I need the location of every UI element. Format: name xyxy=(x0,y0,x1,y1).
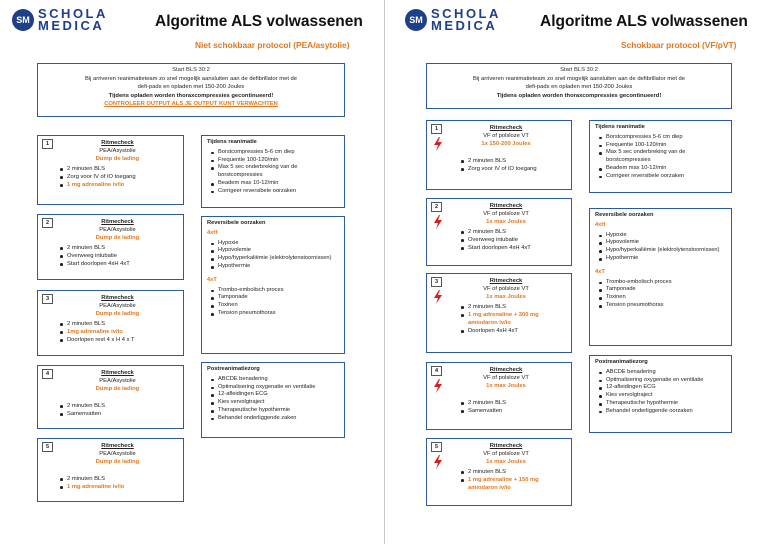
step-rhythm: PEA/Asystolie xyxy=(99,303,136,309)
logo-line2: MEDICA xyxy=(431,18,498,33)
list-item: Max 5 sec onderbreking van de borstcompressies xyxy=(595,149,726,165)
step-rhythm: PEA/Asystolie xyxy=(99,378,136,384)
step-number: 3 xyxy=(431,277,442,287)
list-item: Behandel onderliggende oorzaken xyxy=(595,408,726,416)
post-box xyxy=(201,362,345,438)
step-rhythm: VF of polsloze VT xyxy=(483,286,529,292)
logo-icon: SM xyxy=(405,9,427,31)
intro-line1: Bij arriveren reanimatieteam zo snel mogelijk aansluiten aan de defibrillator met de xyxy=(84,75,298,82)
list-item: Toxinen xyxy=(207,302,339,310)
logo-icon: SM xyxy=(12,9,34,31)
schola-medica-logo xyxy=(12,8,108,32)
step-box xyxy=(37,135,184,205)
step-action: 1x max Joules xyxy=(486,383,526,389)
list-item: 2 minuten BLS xyxy=(56,475,179,483)
list-item: Samenvatten xyxy=(56,410,179,418)
intro-box xyxy=(37,63,345,117)
list-item: Hypovolemie xyxy=(207,247,339,255)
list-item: 2 minuten BLS xyxy=(56,320,179,328)
list-item: Doorlopen rest 4 x H 4 x T xyxy=(56,336,179,344)
step-heading: Ritmecheck xyxy=(489,367,523,373)
t-label: 4xT xyxy=(595,268,605,275)
step-action: Dump de lading xyxy=(95,235,140,241)
list-item: Optimalisering oxygenatie en ventilatie xyxy=(595,377,726,385)
step-heading: Ritmecheck xyxy=(489,278,523,284)
step-number: 5 xyxy=(431,442,442,452)
step-action: Dump de lading xyxy=(95,156,140,162)
list-item: Toxinen xyxy=(595,294,726,302)
side-heading: Postreanimatiezorg xyxy=(207,366,260,372)
list-item: Zorg voor IV of IO toegang xyxy=(457,165,567,173)
step-action: Dump de lading xyxy=(95,386,140,392)
page-title: Algoritme ALS volwassenen xyxy=(155,13,363,30)
list-item: Hypothermie xyxy=(207,263,339,271)
list-item: Kies vervolgtraject xyxy=(207,399,339,407)
list-item: Tamponade xyxy=(207,294,339,302)
list-item: 2 minuten BLS xyxy=(457,303,567,311)
list-item: Start doorlopen 4xH 4xT xyxy=(457,244,567,252)
list-item: ABCDE benadering xyxy=(595,369,726,377)
step-number: 2 xyxy=(431,202,442,212)
lightning-bolt-icon xyxy=(433,290,443,304)
list-item: Samenvatten xyxy=(457,407,567,415)
list-item: ABCDE benadering xyxy=(207,376,339,384)
step-action: 1x max Joules xyxy=(486,294,526,300)
step-rhythm: VF of polsloze VT xyxy=(483,375,529,381)
list-item: 1 mg adrenaline + 150 mg amiodaron iv/io xyxy=(457,476,567,492)
list-item: 2 minuten BLS xyxy=(457,399,567,407)
step-rhythm: VF of polsloze VT xyxy=(483,133,529,139)
list-item: Frequentie 100-120/min xyxy=(207,157,339,165)
list-item: Behandel onderliggende zaken xyxy=(207,415,339,423)
list-item: 2 minuten BLS xyxy=(56,165,179,173)
step-action: 1x 150-200 Joules xyxy=(481,141,531,147)
right-page xyxy=(384,0,768,544)
step-number: 2 xyxy=(42,218,53,228)
step-action: 1x max Joules xyxy=(486,219,526,225)
step-box xyxy=(37,214,184,280)
schola-medica-logo xyxy=(405,8,501,32)
list-item: 1 mg adrenaline iv/io xyxy=(56,483,179,491)
step-heading: Ritmecheck xyxy=(489,443,523,449)
list-item: Tamponade xyxy=(595,286,726,294)
step-heading: Ritmecheck xyxy=(101,295,134,301)
logo-line1: SCHOLA xyxy=(38,6,108,21)
list-item: 2 minuten BLS xyxy=(457,468,567,476)
step-action: Dump de lading xyxy=(95,459,140,465)
list-item: Beadem max 10-12/min xyxy=(595,165,726,173)
list-item: Trombo-embolisch proces xyxy=(595,279,726,287)
intro-line2: defi-pads en opladen met 150-200 Joules xyxy=(525,84,633,91)
step-heading: Ritmecheck xyxy=(489,203,523,209)
step-action: 1x max Joules xyxy=(486,459,526,465)
h-label: 4xH xyxy=(207,229,218,236)
step-box xyxy=(426,362,572,430)
step-number: 1 xyxy=(431,124,442,134)
list-item: Trombo-embolisch proces xyxy=(207,287,339,295)
step-box xyxy=(426,198,572,266)
page-title: Algoritme ALS volwassenen xyxy=(540,13,748,30)
list-item: Zorg voor IV of IO toegang xyxy=(56,173,179,181)
list-item: Corrigeer reversibele oorzaken xyxy=(595,173,726,181)
step-number: 4 xyxy=(431,366,442,376)
lightning-bolt-icon xyxy=(433,137,443,151)
tijdens-box xyxy=(589,120,732,193)
list-item: 12-afleidingen ECG xyxy=(595,384,726,392)
list-item: Hypoxie xyxy=(595,232,726,240)
page-subtitle: Schokbaar protocol (VF/pVT) xyxy=(621,40,737,50)
intro-line1: Bij arriveren reanimatieteam zo snel mogelijk aansluiten aan de defibrillator met de xyxy=(472,75,686,82)
step-action: Dump de lading xyxy=(95,311,140,317)
step-box xyxy=(37,438,184,502)
list-item: 1mg adrenaline iv/io xyxy=(56,328,179,336)
lightning-bolt-icon xyxy=(433,379,443,393)
intro-line3: Tijdens opladen worden thoraxcompressies gecontinueerd! xyxy=(108,92,274,99)
list-item: Hypothermie xyxy=(595,255,726,263)
step-box xyxy=(37,365,184,429)
list-item: Therapeutische hypothermie xyxy=(207,407,339,415)
list-item: Therapeutische hypothermie xyxy=(595,400,726,408)
list-item: Corrigeer reversibele oorzaken xyxy=(207,188,339,196)
step-heading: Ritmecheck xyxy=(101,140,134,146)
list-item: 2 minuten BLS xyxy=(56,244,179,252)
intro-box xyxy=(426,63,732,109)
list-item: Hypoxie xyxy=(207,240,339,248)
list-item: 1 mg adrenaline + 300 mg amiodaron iv/io xyxy=(457,311,567,327)
step-rhythm: PEA/Asystolie xyxy=(99,451,136,457)
step-box xyxy=(426,273,572,353)
side-heading: Reversibele oorzaken xyxy=(595,212,654,218)
side-heading: Postreanimatiezorg xyxy=(595,359,648,365)
list-item: Optimalisering oxygenatie en ventilatie xyxy=(207,384,339,392)
intro-line3: Tijdens opladen worden thoraxcompressies gecontinueerd! xyxy=(496,92,662,99)
step-number: 5 xyxy=(42,442,53,452)
intro-head: Start BLS 30:2 xyxy=(560,67,598,73)
list-item: Kies vervolgtraject xyxy=(595,392,726,400)
step-number: 4 xyxy=(42,369,53,379)
intro-warning: CONTROLEER OUTPUT ALS JE OUTPUT KUNT VERWACHTEN xyxy=(104,101,278,108)
list-item: Hypo/hyperkaliëmie (elektrolytenstoornissen) xyxy=(207,255,339,263)
reversibel-box xyxy=(201,216,345,354)
step-heading: Ritmecheck xyxy=(101,219,134,225)
list-item: 2 minuten BLS xyxy=(457,157,567,165)
list-item: Doorlopen 4xH 4xT xyxy=(457,327,567,335)
list-item: Frequentie 100-120/min xyxy=(595,142,726,150)
list-item: 12-afleidingen ECG xyxy=(207,391,339,399)
step-number: 1 xyxy=(42,139,53,149)
t-label: 4xT xyxy=(207,276,217,283)
intro-line2: defi-pads en opladen met 150-200 Joules xyxy=(137,84,245,91)
list-item: Hypo/hyperkaliëmie (elektrolytenstoornissen) xyxy=(595,247,726,255)
list-item: Hypovolemie xyxy=(595,239,726,247)
step-heading: Ritmecheck xyxy=(101,443,134,449)
step-box xyxy=(426,438,572,506)
side-heading: Tijdens reanimatie xyxy=(207,139,257,145)
reversibel-box xyxy=(589,208,732,346)
page-subtitle: Niet schokbaar protocol (PEA/asytolie) xyxy=(195,40,350,50)
side-heading: Tijdens reanimatie xyxy=(595,124,645,130)
step-rhythm: PEA/Asystolie xyxy=(99,227,136,233)
step-heading: Ritmecheck xyxy=(101,370,134,376)
h-label: 4xH xyxy=(595,221,606,228)
step-number: 3 xyxy=(42,294,53,304)
post-box xyxy=(589,355,732,433)
logo-line2: MEDICA xyxy=(38,18,105,33)
list-item: 2 minuten BLS xyxy=(457,228,567,236)
list-item: Overweeg intubatie xyxy=(457,236,567,244)
lightning-bolt-icon xyxy=(433,215,443,229)
tijdens-box xyxy=(201,135,345,208)
list-item: Beadem max 10-12/min xyxy=(207,180,339,188)
list-item: 2 minuten BLS xyxy=(56,402,179,410)
side-heading: Reversibele oorzaken xyxy=(207,220,266,226)
step-box xyxy=(37,290,184,356)
lightning-bolt-icon xyxy=(433,455,443,469)
list-item: Max 5 sec onderbreking van de borstcompressies xyxy=(207,164,339,180)
step-box xyxy=(426,120,572,190)
list-item: Overweeg intubatie xyxy=(56,252,179,260)
step-rhythm: VF of polsloze VT xyxy=(483,211,529,217)
list-item: Tension pneumothorax xyxy=(595,302,726,310)
list-item: Borstcompressies 5-6 cm diep xyxy=(595,134,726,142)
step-rhythm: VF of polsloze VT xyxy=(483,451,529,457)
list-item: Tension pneumothorax xyxy=(207,310,339,318)
list-item: 1 mg adrenaline iv/io xyxy=(56,181,179,189)
logo-line1: SCHOLA xyxy=(431,6,501,21)
step-heading: Ritmecheck xyxy=(489,125,523,131)
list-item: Start doorlopen 4xH 4xT xyxy=(56,260,179,268)
step-rhythm: PEA/Asystolie xyxy=(99,148,136,154)
list-item: Borstcompressies 5-6 cm diep xyxy=(207,149,339,157)
intro-head: Start BLS 30:2 xyxy=(172,67,210,73)
